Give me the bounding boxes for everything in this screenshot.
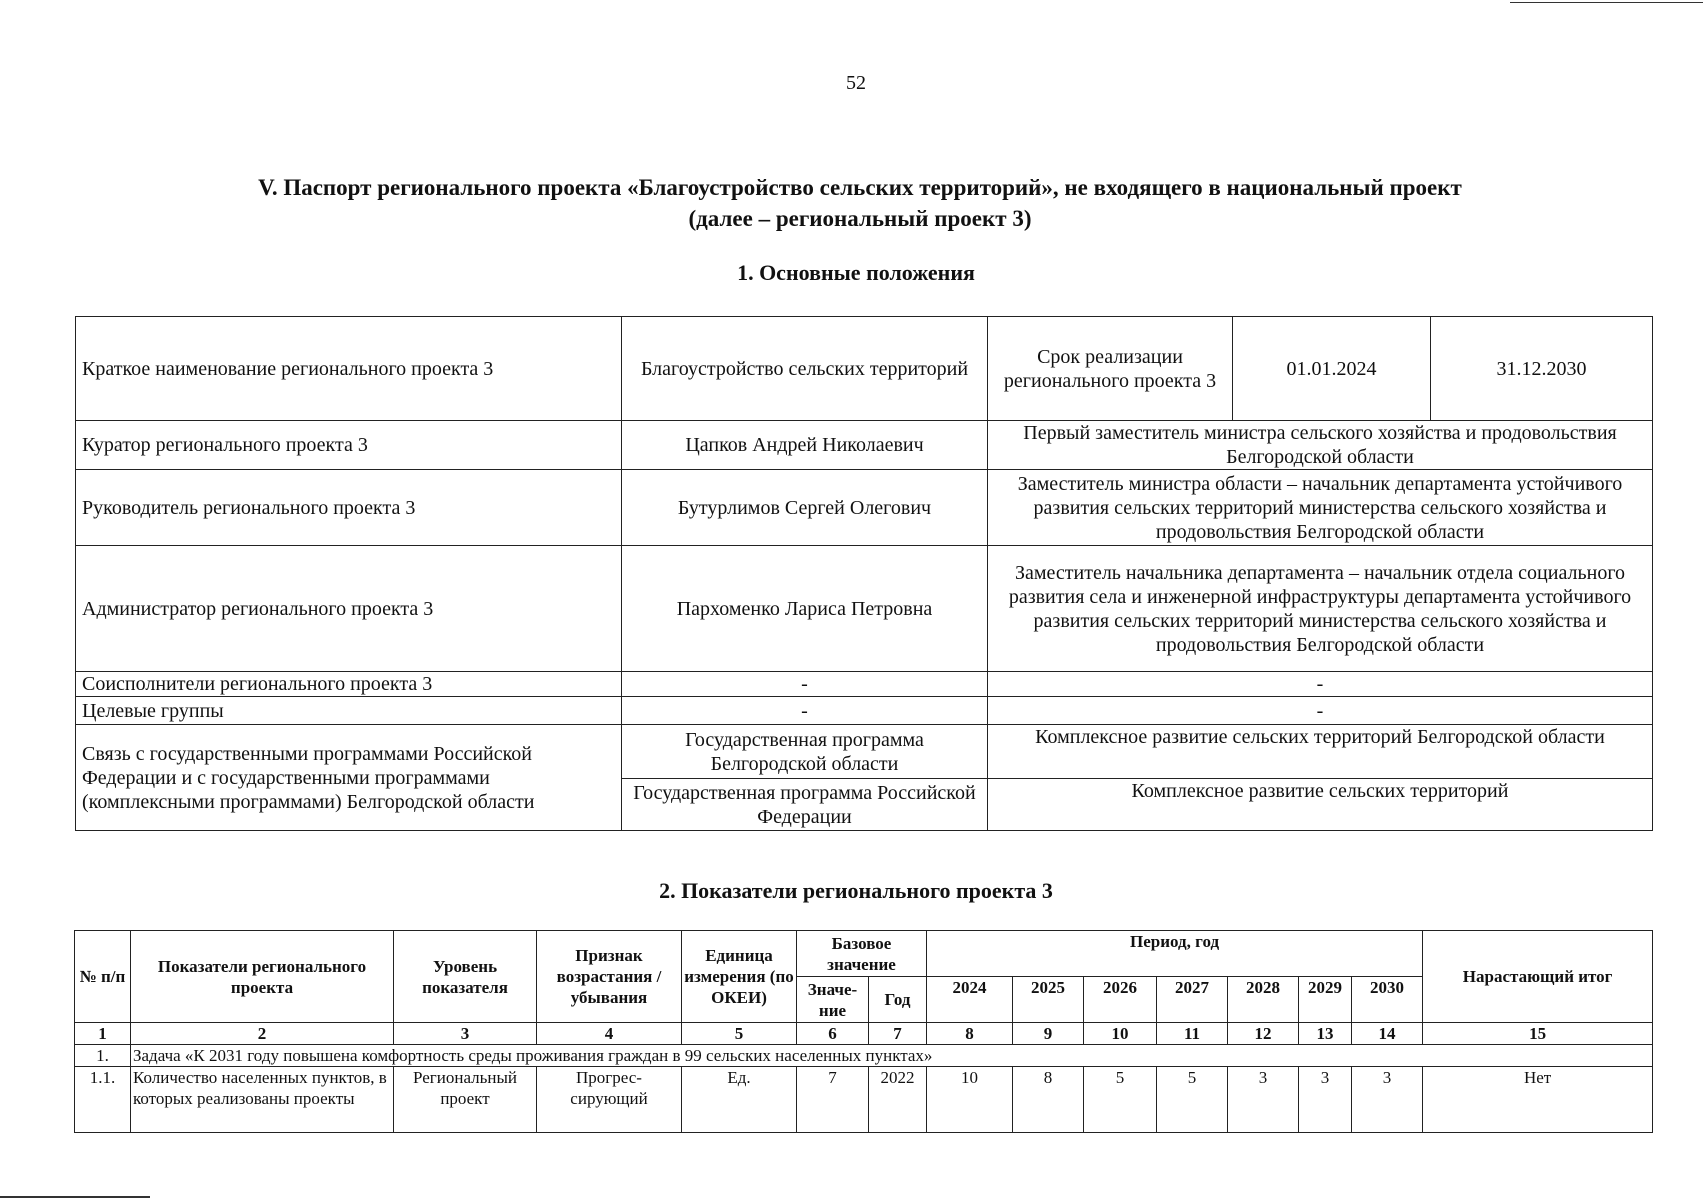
admin-name: Пархоменко Лариса Петровна bbox=[622, 546, 988, 672]
column-number-row bbox=[75, 1023, 1653, 1045]
coexec-label: Соисполнители регионального проекта 3 bbox=[76, 672, 622, 697]
curator-name: Цапков Андрей Николаевич bbox=[622, 421, 988, 470]
row-number: 1.1. bbox=[75, 1067, 131, 1133]
column-number: 4 bbox=[537, 1023, 682, 1045]
column-number: 12 bbox=[1228, 1023, 1299, 1045]
column-number: 1 bbox=[75, 1023, 131, 1045]
head-name: Бутурлимов Сергей Олегович bbox=[622, 470, 988, 546]
short-name-label: Краткое наименование регионального проекта 3 bbox=[76, 317, 622, 421]
indicator-unit: Ед. bbox=[682, 1067, 797, 1133]
curator-position: Первый заместитель министра сельского хозяйства и продовольствия Белгородской области bbox=[988, 421, 1653, 470]
task-number: 1. bbox=[75, 1045, 131, 1067]
year-value: 5 bbox=[1157, 1067, 1228, 1133]
indicator-level: Региональный проект bbox=[394, 1067, 537, 1133]
col-base-value-header: Значе-ние bbox=[797, 977, 869, 1023]
target-groups-label: Целевые группы bbox=[76, 697, 622, 725]
curator-label: Куратор регионального проекта 3 bbox=[76, 421, 622, 470]
base-value: 7 bbox=[797, 1067, 869, 1133]
year-value: 5 bbox=[1084, 1067, 1157, 1133]
table-row bbox=[76, 546, 1653, 672]
coexec-value: - bbox=[622, 672, 988, 697]
program-2-type: Государственная программа Российской Федерации bbox=[622, 779, 988, 831]
column-number: 15 bbox=[1423, 1023, 1653, 1045]
head-label: Руководитель регионального проекта 3 bbox=[76, 470, 622, 546]
section-1-heading: 1. Основные положения bbox=[737, 260, 975, 285]
page-number: 52 bbox=[846, 72, 866, 94]
program-1-type: Государственная программа Белгородской области bbox=[622, 725, 988, 779]
admin-label: Администратор регионального проекта 3 bbox=[76, 546, 622, 672]
column-number: 11 bbox=[1157, 1023, 1228, 1045]
col-num-header: № п/п bbox=[75, 931, 131, 1023]
column-number: 2 bbox=[131, 1023, 394, 1045]
year-header: 2030 bbox=[1352, 977, 1423, 1023]
col-total-header: Нарастающий итог bbox=[1423, 931, 1653, 1023]
column-number: 10 bbox=[1084, 1023, 1157, 1045]
col-sign-header: Признак возрастания / убывания bbox=[537, 931, 682, 1023]
bottom-rule bbox=[0, 1196, 150, 1198]
short-name-value: Благоустройство сельских территорий bbox=[622, 317, 988, 421]
year-header: 2027 bbox=[1157, 977, 1228, 1023]
base-year: 2022 bbox=[869, 1067, 927, 1133]
task-row bbox=[75, 1045, 1653, 1067]
table-row bbox=[76, 317, 1653, 421]
col-name-header: Показатели регионального проекта bbox=[131, 931, 394, 1023]
coexec-value-2: - bbox=[988, 672, 1653, 697]
basic-provisions-table bbox=[75, 316, 1653, 831]
column-number: 9 bbox=[1013, 1023, 1084, 1045]
table-row bbox=[76, 672, 1653, 697]
title-line-1: V. Паспорт регионального проекта «Благоустройство сельских территорий», не входящего в национальный проект bbox=[258, 175, 1462, 200]
col-period-header: Период, год bbox=[927, 931, 1423, 977]
col-base-header: Базовое значение bbox=[797, 931, 927, 977]
column-number: 6 bbox=[797, 1023, 869, 1045]
term-end: 31.12.2030 bbox=[1431, 317, 1653, 421]
indicator-sign: Прогрес-сирующий bbox=[537, 1067, 682, 1133]
admin-position: Заместитель начальника департамента – начальник отдела социального развития села и инженерной инфраструктуры департамента устойчивого развития сельских территорий министерства сельского хозяйства и продовольствия Белгородской области bbox=[988, 546, 1653, 672]
year-header: 2026 bbox=[1084, 977, 1157, 1023]
column-number: 14 bbox=[1352, 1023, 1423, 1045]
year-header: 2028 bbox=[1228, 977, 1299, 1023]
term-start: 01.01.2024 bbox=[1233, 317, 1431, 421]
column-number: 5 bbox=[682, 1023, 797, 1045]
table-row bbox=[76, 421, 1653, 470]
year-value: 3 bbox=[1352, 1067, 1423, 1133]
head-position: Заместитель министра области – начальник департамента устойчивого развития сельских территорий министерства сельского хозяйства и продовольствия Белгородской области bbox=[988, 470, 1653, 546]
table-row bbox=[76, 697, 1653, 725]
table-header-row bbox=[75, 931, 1653, 977]
table-row bbox=[76, 470, 1653, 546]
column-number: 13 bbox=[1299, 1023, 1352, 1045]
column-number: 8 bbox=[927, 1023, 1013, 1045]
table-row bbox=[75, 1067, 1653, 1133]
indicator-name: Количество населенных пунктов, в которых реализованы проекты bbox=[131, 1067, 394, 1133]
program-2-name: Комплексное развитие сельских территорий bbox=[988, 779, 1653, 831]
year-value: 3 bbox=[1228, 1067, 1299, 1133]
year-header: 2029 bbox=[1299, 977, 1352, 1023]
section-2-heading: 2. Показатели регионального проекта 3 bbox=[659, 878, 1053, 903]
target-groups-value: - bbox=[622, 697, 988, 725]
cumulative-total: Нет bbox=[1423, 1067, 1653, 1133]
top-rule bbox=[1510, 2, 1703, 3]
col-level-header: Уровень показателя bbox=[394, 931, 537, 1023]
target-groups-value-2: - bbox=[988, 697, 1653, 725]
program-1-name: Комплексное развитие сельских территорий Белгородской области bbox=[988, 725, 1653, 779]
year-value: 10 bbox=[927, 1067, 1013, 1133]
program-link-label: Связь с государственными программами Российской Федерации и с государственными программами (комплексными программами) Белгородской области bbox=[76, 725, 622, 831]
document-title bbox=[60, 172, 1660, 234]
table-row bbox=[76, 725, 1653, 779]
year-header: 2024 bbox=[927, 977, 1013, 1023]
year-value: 8 bbox=[1013, 1067, 1084, 1133]
year-header: 2025 bbox=[1013, 977, 1084, 1023]
indicators-table bbox=[74, 930, 1653, 1133]
title-line-2: (далее – региональный проект 3) bbox=[688, 206, 1032, 231]
term-label: Срок реализации регионального проекта 3 bbox=[988, 317, 1233, 421]
col-unit-header: Единица измерения (по ОКЕИ) bbox=[682, 931, 797, 1023]
column-number: 7 bbox=[869, 1023, 927, 1045]
year-value: 3 bbox=[1299, 1067, 1352, 1133]
col-base-year-header: Год bbox=[869, 977, 927, 1023]
task-text: Задача «К 2031 году повышена комфортность среды проживания граждан в 99 сельских населенных пунктах» bbox=[131, 1045, 1653, 1067]
column-number: 3 bbox=[394, 1023, 537, 1045]
